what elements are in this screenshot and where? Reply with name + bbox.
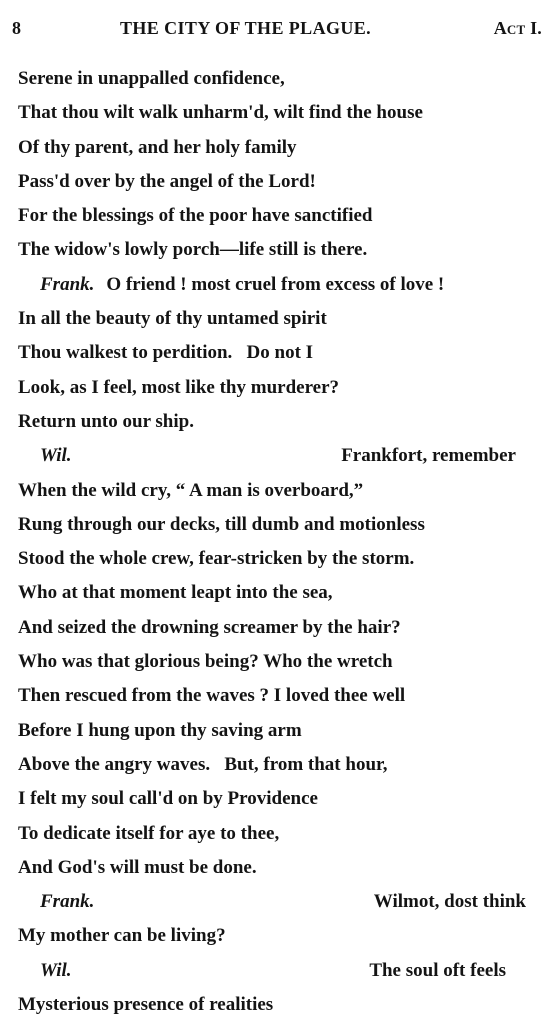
verse-line: Rung through our decks, till dumb and motionless [18,513,425,535]
speech-line [0,268,556,302]
speech-line [0,954,556,988]
verse-line: Who was that glorious being? Who the wretch [18,651,393,673]
act-label: Act I. [493,18,542,38]
verse-line: My mother can be living? [18,925,226,947]
speaker-name: Wil. [40,445,72,467]
verse-line: Who at that moment leapt into the sea, [18,582,333,604]
verse-line: And God's will must be done. [18,856,257,878]
speech-text: O friend ! most cruel from excess of love ! [106,273,445,295]
verse-line: The widow's lowly porch—life still is there. [18,239,368,261]
verse-text [0,62,556,1022]
verse-line: Above the angry waves. But, from that hour, [18,753,388,775]
speaker-name: Frank. [40,273,95,295]
verse-line: Stood the whole crew, fear-stricken by the storm. [18,548,415,570]
verse-line: In all the beauty of thy untamed spirit [18,308,327,330]
verse-line: And seized the drowning screamer by the hair? [18,616,401,638]
verse-line: Return unto our ship. [18,410,194,432]
running-title: THE CITY OF THE PLAGUE. [120,18,372,38]
verse-line: Pass'd over by the angel of the Lord! [18,170,316,192]
verse-line: For the blessings of the poor have sanctified [18,205,373,227]
speech-text: Wilmot, dost think [373,891,526,913]
page-number: 8 [12,18,22,38]
verse-line: I felt my soul call'd on by Providence [18,788,318,810]
speaker-name: Wil. [40,959,72,981]
running-header [0,14,556,48]
verse-line: Then rescued from the waves ? I loved thee well [18,685,406,707]
verse-line: That thou wilt walk unharm'd, wilt find the house [18,102,423,124]
verse-line: Before I hung upon thy saving arm [18,719,302,741]
speaker-name: Frank. [40,891,95,913]
speech-line [0,885,556,919]
verse-line: When the wild cry, “ A man is overboard,” [18,479,364,501]
verse-line: Look, as I feel, most like thy murderer? [18,376,340,398]
verse-line: Of thy parent, and her holy family [18,136,297,158]
speech-line [0,439,556,473]
verse-line: Thou walkest to perdition. Do not I [18,342,314,364]
speech-text: Frankfort, remember [341,445,516,467]
speech-text: The soul oft feels [369,959,506,981]
verse-line: Serene in unappalled confidence, [18,68,285,89]
verse-line: To dedicate itself for aye to thee, [18,822,280,844]
verse-line: Mysterious presence of realities [18,994,274,1016]
